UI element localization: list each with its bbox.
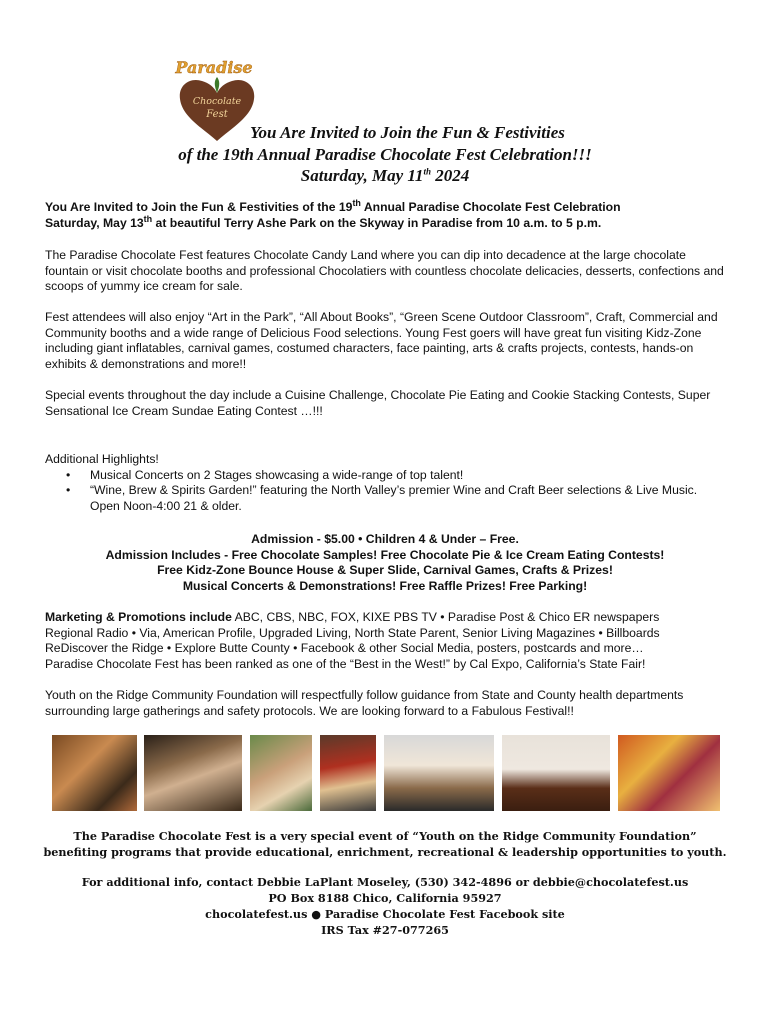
logo-text-fest: Fest <box>206 109 228 120</box>
invitation-title <box>120 122 650 187</box>
admission-line: Free Kidz-Zone Bounce House & Super Slide, Carnival Games, Crafts & Prizes! <box>157 563 613 578</box>
marketing-line: Paradise Chocolate Fest has been ranked as one of the “Best in the West!” by Cal Expo, California’s State Fair! <box>45 657 646 672</box>
marketing-line: ReDiscover the Ridge • Explore Butte County • Facebook & other Social Media, posters, postcards and more… <box>45 641 644 656</box>
admission-block <box>45 532 725 595</box>
photo-art-booth <box>618 735 720 811</box>
fest-attendees-paragraph: Fest attendees will also enjoy “Art in the Park”, “All About Books”, “Green Scene Outdoor Classroom”, Craft, Commercial and Community booths and a wide range of Delicious Food selections. Young Fest goers will have great fun visiting Kidz-Zone including giant inflatables, carnival games, costumed characters, face painting, arts & crafts projects, contests, hands-on exhibits & demonstrations and more!! <box>45 310 718 372</box>
admission-line: Admission Includes - Free Chocolate Samples! Free Chocolate Pie & Ice Cream Eating Contests! <box>105 547 665 562</box>
admission-line: Admission - $5.00 • Children 4 & Under – Free. <box>251 532 519 546</box>
marketing-lead: Marketing & Promotions include <box>45 610 232 624</box>
photo-costumed-characters <box>320 735 376 811</box>
chocolate-candy-land-paragraph: The Paradise Chocolate Fest features Chocolate Candy Land where you can dip into decadence at the large chocolate fountain or visit chocolate booths and professional Chocolatiers with countless chocolate delicacies, desserts, confections and scoops of yummy ice cream for sale. <box>45 248 724 294</box>
intro-line-1: You Are Invited to Join the Fun & Festivities of the 19th Annual Paradise Chocolate Fest Celebration <box>45 197 621 214</box>
contact-tax-id: IRS Tax #27-077265 <box>321 923 449 937</box>
title-line-3: Saturday, May 11th 2024 <box>300 166 470 185</box>
contact-info <box>40 874 730 938</box>
contact-website: chocolatefest.us ● Paradise Chocolate Fest Facebook site <box>205 907 565 921</box>
additional-highlights <box>45 452 725 515</box>
logo-text-paradise: Paradise <box>175 58 253 77</box>
photo-chocolate-cake <box>502 735 610 811</box>
highlights-list <box>45 468 725 515</box>
photo-child-eating-chocolate <box>52 735 137 811</box>
foundation-line: The Paradise Chocolate Fest is a very special event of “Youth on the Ridge Community Foundation” <box>73 829 697 843</box>
contact-line: For additional info, contact Debbie LaPlant Moseley, (530) 342-4896 or debbie@chocolatefest.us <box>81 875 689 889</box>
intro-paragraph <box>45 197 725 231</box>
highlight-item: • Musical Concerts on 2 Stages showcasing a wide-range of top talent! <box>90 468 725 484</box>
youth-foundation-paragraph: Youth on the Ridge Community Foundation will respectfully follow guidance from State and County health departments surrounding large gatherings and safety protocols. We are looking forward to a Fabulous Festival!! <box>45 688 684 718</box>
contact-address: PO Box 8188 Chico, California 95927 <box>268 891 502 905</box>
photo-boy-at-table <box>250 735 312 811</box>
special-events-paragraph: Special events throughout the day include a Cuisine Challenge, Chocolate Pie Eating and Cookie Stacking Contests, Super Sensational Ice Cream Sundae Eating Contest …!!! <box>45 388 711 418</box>
marketing-line: ABC, CBS, NBC, FOX, KIXE PBS TV • Paradise Post & Chico ER newspapers <box>231 610 660 624</box>
photo-musicians <box>144 735 242 811</box>
marketing-block <box>45 610 725 673</box>
foundation-statement <box>40 828 730 860</box>
logo-text-chocolate: Chocolate <box>192 96 242 107</box>
photo-wine-garden <box>384 735 494 811</box>
title-line-1: You Are Invited to Join the Fun & Festivities <box>250 123 565 142</box>
foundation-line: benefiting programs that provide educational, enrichment, recreational & leadership opportunities to youth. <box>43 845 727 859</box>
photo-strip <box>52 735 720 811</box>
title-line-2: of the 19th Annual Paradise Chocolate Fest Celebration!!! <box>178 144 592 164</box>
intro-line-2: Saturday, May 13th at beautiful Terry Ashe Park on the Skyway in Paradise from 10 a.m. to 5 p.m. <box>45 213 602 230</box>
highlight-item: • “Wine, Brew & Spirits Garden!” featuring the North Valley’s premier Wine and Craft Beer selections & Live Music. Open Noon-4:00 21 & older. <box>90 483 725 514</box>
admission-line: Musical Concerts & Demonstrations! Free Raffle Prizes! Free Parking! <box>182 579 588 594</box>
marketing-line: Regional Radio • Via, American Profile, Upgraded Living, North State Parent, Senior Living Magazines • Billboards <box>45 625 660 640</box>
highlights-heading: Additional Highlights! <box>45 452 159 466</box>
